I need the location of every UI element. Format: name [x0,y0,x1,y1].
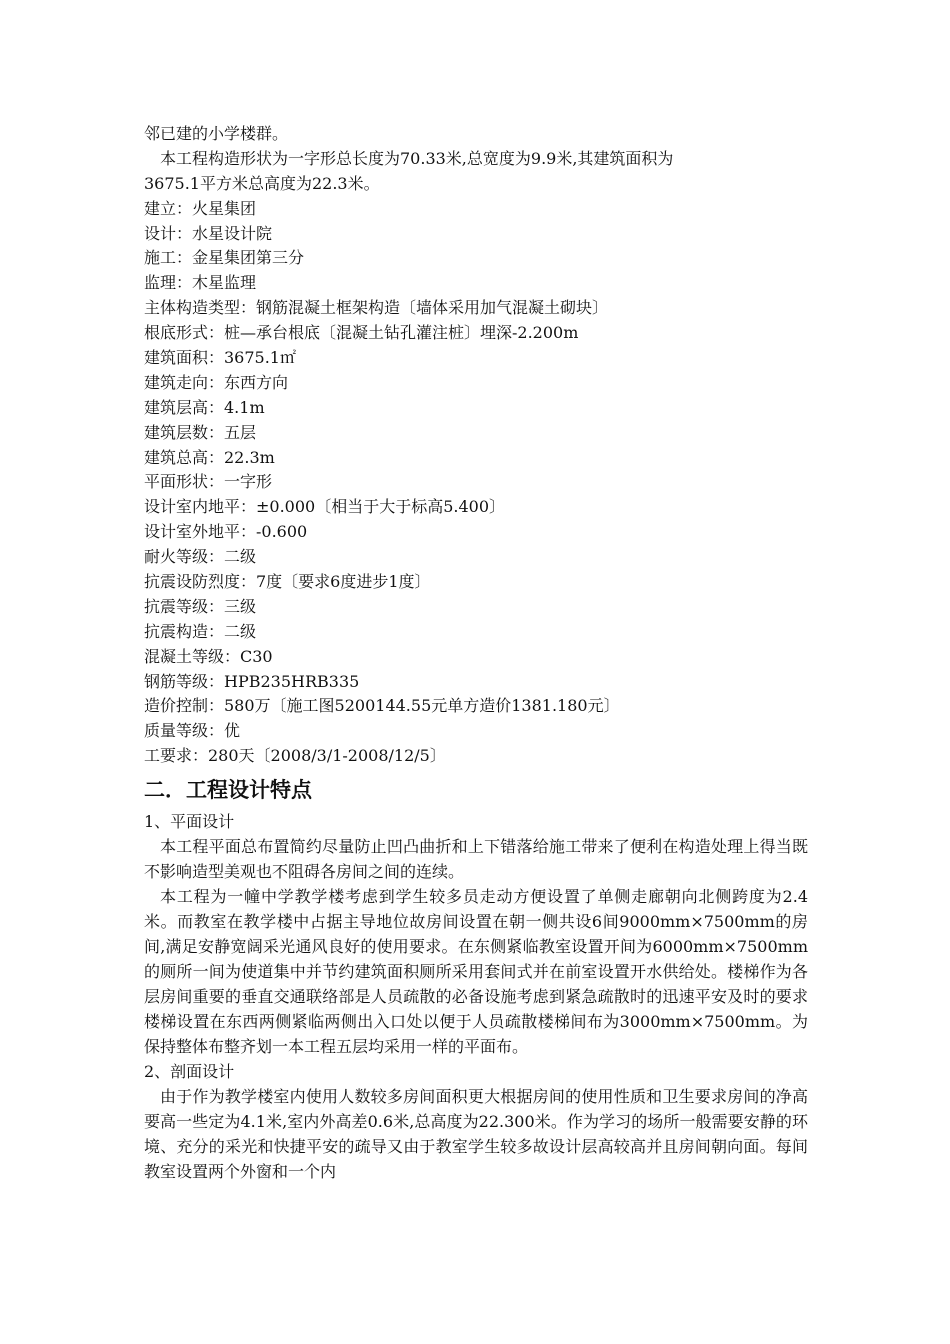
spec-item: 设计室内地平：±0.000〔相当于大于标高5.400〕 [144,497,506,517]
spec-item: 质量等级：优 [144,721,241,741]
spec-item: 建筑层数：五层 [144,422,257,442]
spec-item: 造价控制：580万〔施工图5200144.55元单方造价1381.180元〕 [144,696,620,716]
spec-item: 监理：木星监理 [144,273,257,293]
spec-list [144,197,808,769]
spec-item: 抗震等级：三级 [144,596,257,616]
spec-item: 根底形式：桩—承台根底〔混凝土钻孔灌注桩〕埋深-2.200m [144,323,579,343]
spec-item: 工要求：280天〔2008/3/1-2008/12/5〕 [144,746,446,766]
spec-item: 平面形状：一字形 [144,472,273,492]
document-page [144,122,808,1184]
spec-item: 设计：水星设计院 [144,223,273,243]
spec-item: 建筑面积：3675.1㎡ [144,348,296,368]
spec-item: 耐火等级：二级 [144,547,257,567]
subsection-title: 1、平面设计 [144,812,235,832]
spec-item: 施工：金星集团第三分 [144,248,305,268]
section-heading: 二．工程设计特点 [144,778,312,803]
paragraph: 由于作为教学楼室内使用人数较多房间面积更大根据房间的使用性质和卫生要求房间的净高要高一些定为4.1米,室内外高差0.6米,总高度为22.300米。作为学习的场所一般需要安静的环境、充分的采光和快捷平安的疏导又由于教室学生较多故设计层高较高并且房间朝向面。每间教室设置两个外窗和一个内 [144,1087,808,1182]
paragraph: 本工程为一幢中学教学楼考虑到学生较多员走动方便设置了单侧走廊朝向北侧跨度为2.4米。而教室在教学楼中占据主导地位故房间设置在朝一侧共设6间9000mm×7500mm的房间,满足安静宽阔采光通风良好的使用要求。在东侧紧临教室设置开间为6000mm×7500mm的厕所一间为使道集中并节约建筑面积厕所采用套间式并在前室设置开水供给处。楼梯作为各层房间重要的垂直交通联络部是人员疏散的必备设施考虑到紧急疏散时的迅速平安及时的要求楼梯设置在东西两侧紧临两侧出入口处以便于人员疏散楼梯间布为3000mm×7500mm。为保持整体布整齐划一本工程五层均采用一样的平面布。 [144,887,808,1057]
intro-line: 邻已建的小学楼群。 [144,124,289,143]
spec-item: 建筑层高：4.1m [144,397,265,417]
spec-item: 混凝土等级：C30 [144,646,273,666]
overview-line: 本工程构造形状为一字形总长度为70.33米,总宽度为9.9米,其建筑面积为 [160,148,674,168]
subsection-title: 2、剖面设计 [144,1062,235,1082]
spec-item: 建筑总高：22.3m [144,447,275,467]
paragraph: 本工程平面总布置简约尽量防止凹凸曲折和上下错落给施工带来了便利在构造处理上得当既不影响造型美观也不阻碍各房间之间的连续。 [144,837,808,882]
spec-item: 抗震设防烈度：7度〔要求6度进步1度〕 [144,572,431,592]
spec-item: 建立：火星集团 [144,198,257,218]
spec-item: 抗震构造：二级 [144,621,257,641]
spec-item: 主体构造类型：钢筋混凝土框架构造〔墙体采用加气混凝土砌块〕 [144,298,609,318]
spec-item: 建筑走向：东西方向 [144,372,289,392]
overview-line-cont: 3675.1平方米总高度为22.3米。 [144,173,380,193]
spec-item: 钢筋等级：HPB235HRB335 [144,671,360,691]
spec-item: 设计室外地平：-0.600 [144,522,308,542]
